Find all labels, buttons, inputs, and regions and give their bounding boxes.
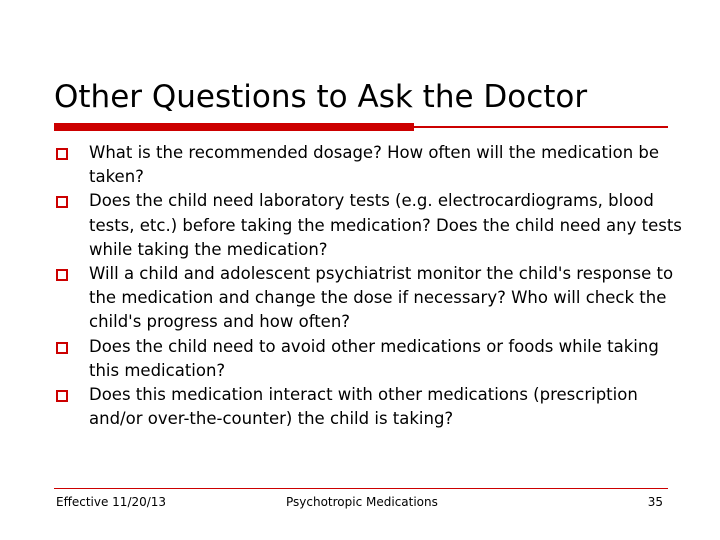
- bullet-item-avoid-foods: [54, 335, 684, 383]
- hollow-square-bullet-icon: [56, 148, 68, 160]
- title-accent-bar: [54, 123, 414, 131]
- bullet-text: What is the recommended dosage? How often will the medication be taken?: [89, 143, 660, 187]
- footer-presentation-title: Psychotropic Medications: [286, 495, 438, 509]
- bullet-text: Does the child need laboratory tests (e.g. electrocardiograms, blood tests, etc.) before taking the medication? Does the child need any tests while taking the medication?: [89, 191, 682, 259]
- bullet-text: Will a child and adolescent psychiatrist monitor the child's response to the medication and change the dose if necessary? Who will check the child's progress and how often?: [89, 264, 674, 332]
- title-underline: [414, 126, 668, 128]
- bullet-item-laboratory-tests: [54, 189, 684, 262]
- bullet-item-interactions: [54, 383, 684, 431]
- bullet-text: Does the child need to avoid other medications or foods while taking this medication?: [89, 336, 659, 380]
- bullet-item-dosage: [54, 141, 684, 189]
- bullet-list: [54, 141, 684, 431]
- hollow-square-bullet-icon: [56, 390, 68, 402]
- bullet-text: Does this medication interact with other medications (prescription and/or over-the-counter) the child is taking?: [89, 385, 638, 429]
- slide-title: Other Questions to Ask the Doctor: [54, 79, 588, 115]
- bullet-item-monitoring: [54, 262, 684, 335]
- hollow-square-bullet-icon: [56, 196, 68, 208]
- hollow-square-bullet-icon: [56, 342, 68, 354]
- hollow-square-bullet-icon: [56, 269, 68, 281]
- footer-page-number: 35: [647, 495, 663, 509]
- footer-divider: [54, 488, 668, 489]
- footer-effective-date: Effective 11/20/13: [56, 495, 167, 509]
